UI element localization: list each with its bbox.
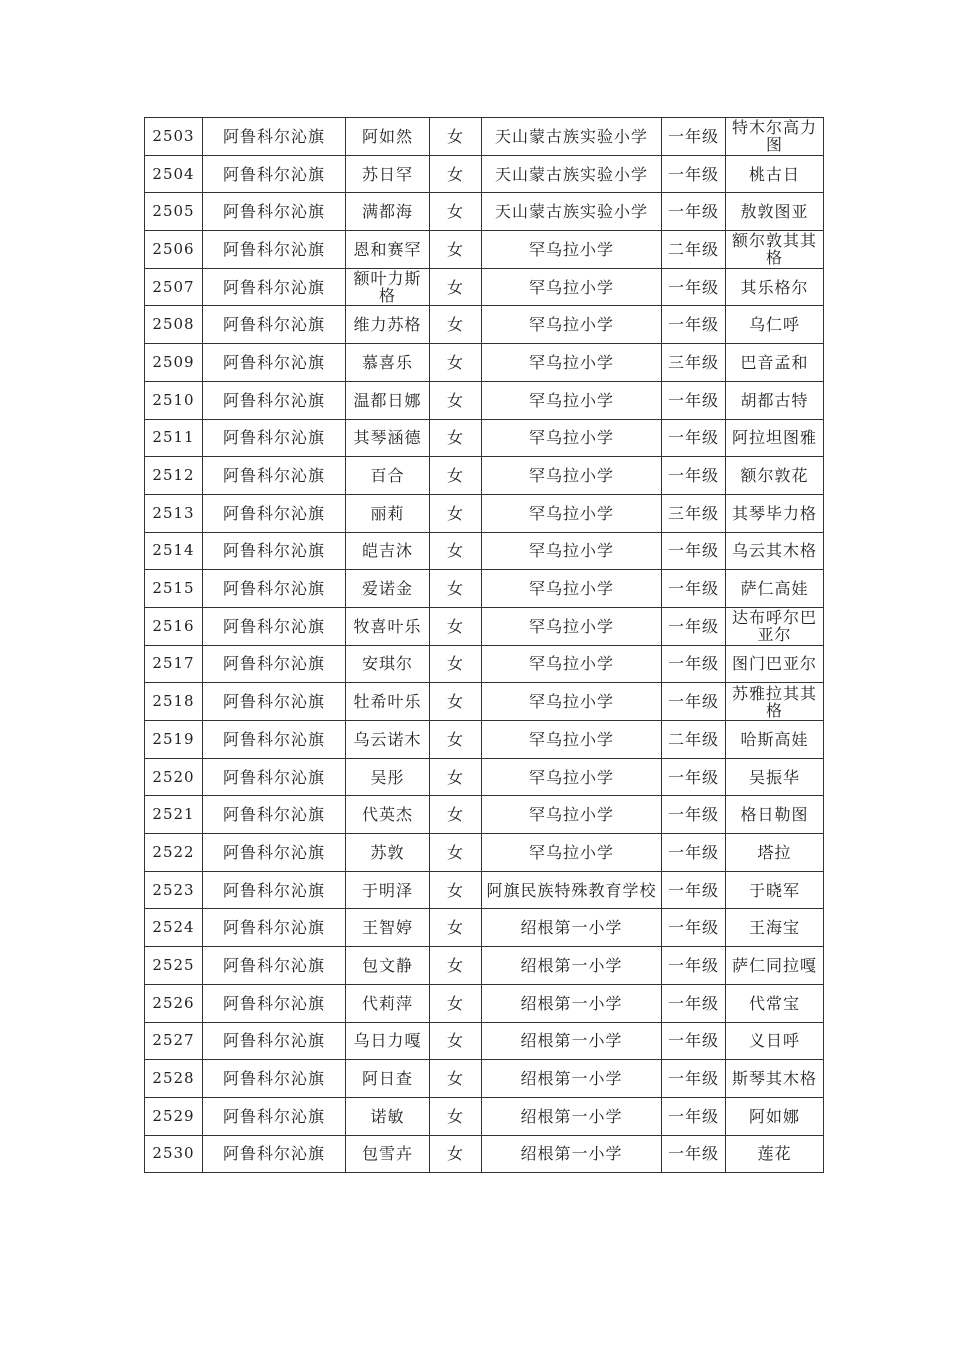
cell-region: 阿鲁科尔沁旗 xyxy=(203,494,346,532)
cell-grade: 一年级 xyxy=(662,909,726,947)
table-row xyxy=(145,268,824,306)
cell-region: 阿鲁科尔沁旗 xyxy=(203,721,346,759)
cell-teacher: 胡都古特 xyxy=(726,381,824,419)
cell-gender: 女 xyxy=(430,1097,482,1135)
cell-number: 2514 xyxy=(145,532,203,570)
table-row xyxy=(145,155,824,193)
cell-region: 阿鲁科尔沁旗 xyxy=(203,381,346,419)
cell-region: 阿鲁科尔沁旗 xyxy=(203,570,346,608)
cell-student-name: 阿日查 xyxy=(346,1060,430,1098)
cell-teacher: 苏雅拉其其格 xyxy=(726,683,824,721)
cell-student-name: 爱诺金 xyxy=(346,570,430,608)
cell-grade: 二年级 xyxy=(662,231,726,269)
cell-grade: 一年级 xyxy=(662,984,726,1022)
cell-gender: 女 xyxy=(430,909,482,947)
cell-school: 绍根第一小学 xyxy=(482,1060,662,1098)
cell-student-name: 包文静 xyxy=(346,947,430,985)
cell-number: 2513 xyxy=(145,494,203,532)
cell-student-name: 代莉萍 xyxy=(346,984,430,1022)
cell-school: 罕乌拉小学 xyxy=(482,645,662,683)
cell-student-name: 诺敏 xyxy=(346,1097,430,1135)
table-row xyxy=(145,758,824,796)
cell-region: 阿鲁科尔沁旗 xyxy=(203,419,346,457)
cell-number: 2504 xyxy=(145,155,203,193)
cell-student-name: 吴彤 xyxy=(346,758,430,796)
cell-number: 2517 xyxy=(145,645,203,683)
cell-school: 天山蒙古族实验小学 xyxy=(482,118,662,156)
cell-number: 2522 xyxy=(145,834,203,872)
cell-number: 2520 xyxy=(145,758,203,796)
cell-region: 阿鲁科尔沁旗 xyxy=(203,758,346,796)
cell-teacher: 萨仁高娃 xyxy=(726,570,824,608)
cell-region: 阿鲁科尔沁旗 xyxy=(203,607,346,645)
cell-student-name: 包雪卉 xyxy=(346,1135,430,1173)
cell-teacher: 莲花 xyxy=(726,1135,824,1173)
cell-school: 罕乌拉小学 xyxy=(482,607,662,645)
table-row xyxy=(145,231,824,269)
table-row xyxy=(145,607,824,645)
cell-school: 罕乌拉小学 xyxy=(482,532,662,570)
cell-teacher: 其琴毕力格 xyxy=(726,494,824,532)
cell-number: 2507 xyxy=(145,268,203,306)
cell-number: 2506 xyxy=(145,231,203,269)
table-row xyxy=(145,457,824,495)
cell-number: 2525 xyxy=(145,947,203,985)
cell-region: 阿鲁科尔沁旗 xyxy=(203,871,346,909)
cell-gender: 女 xyxy=(430,796,482,834)
cell-gender: 女 xyxy=(430,344,482,382)
cell-student-name: 恩和赛罕 xyxy=(346,231,430,269)
cell-grade: 一年级 xyxy=(662,457,726,495)
cell-gender: 女 xyxy=(430,570,482,608)
cell-school: 罕乌拉小学 xyxy=(482,683,662,721)
cell-teacher: 额尔敦其其格 xyxy=(726,231,824,269)
cell-school: 罕乌拉小学 xyxy=(482,834,662,872)
cell-teacher: 图门巴亚尔 xyxy=(726,645,824,683)
cell-grade: 一年级 xyxy=(662,758,726,796)
cell-number: 2505 xyxy=(145,193,203,231)
cell-gender: 女 xyxy=(430,193,482,231)
table-row xyxy=(145,532,824,570)
cell-number: 2509 xyxy=(145,344,203,382)
cell-number: 2519 xyxy=(145,721,203,759)
cell-number: 2512 xyxy=(145,457,203,495)
cell-gender: 女 xyxy=(430,645,482,683)
cell-gender: 女 xyxy=(430,381,482,419)
cell-grade: 一年级 xyxy=(662,381,726,419)
cell-teacher: 萨仁同拉嘎 xyxy=(726,947,824,985)
cell-grade: 一年级 xyxy=(662,1022,726,1060)
cell-number: 2503 xyxy=(145,118,203,156)
cell-number: 2528 xyxy=(145,1060,203,1098)
cell-school: 罕乌拉小学 xyxy=(482,721,662,759)
cell-student-name: 于明泽 xyxy=(346,871,430,909)
cell-region: 阿鲁科尔沁旗 xyxy=(203,834,346,872)
table-row xyxy=(145,947,824,985)
cell-number: 2515 xyxy=(145,570,203,608)
cell-number: 2530 xyxy=(145,1135,203,1173)
cell-grade: 一年级 xyxy=(662,645,726,683)
cell-gender: 女 xyxy=(430,457,482,495)
cell-student-name: 慕喜乐 xyxy=(346,344,430,382)
cell-region: 阿鲁科尔沁旗 xyxy=(203,231,346,269)
cell-gender: 女 xyxy=(430,683,482,721)
cell-school: 绍根第一小学 xyxy=(482,1135,662,1173)
cell-teacher: 吴振华 xyxy=(726,758,824,796)
cell-teacher: 代常宝 xyxy=(726,984,824,1022)
cell-gender: 女 xyxy=(430,947,482,985)
cell-region: 阿鲁科尔沁旗 xyxy=(203,344,346,382)
cell-number: 2508 xyxy=(145,306,203,344)
cell-gender: 女 xyxy=(430,758,482,796)
cell-teacher: 斯琴其木格 xyxy=(726,1060,824,1098)
cell-student-name: 阿如然 xyxy=(346,118,430,156)
cell-gender: 女 xyxy=(430,984,482,1022)
cell-gender: 女 xyxy=(430,532,482,570)
table-row xyxy=(145,344,824,382)
cell-gender: 女 xyxy=(430,721,482,759)
table-row xyxy=(145,721,824,759)
cell-gender: 女 xyxy=(430,419,482,457)
cell-student-name: 满都海 xyxy=(346,193,430,231)
cell-region: 阿鲁科尔沁旗 xyxy=(203,1097,346,1135)
cell-grade: 一年级 xyxy=(662,947,726,985)
cell-teacher: 塔拉 xyxy=(726,834,824,872)
table-row xyxy=(145,1060,824,1098)
cell-student-name: 苏敦 xyxy=(346,834,430,872)
cell-grade: 一年级 xyxy=(662,607,726,645)
table-row xyxy=(145,645,824,683)
cell-number: 2521 xyxy=(145,796,203,834)
cell-teacher: 额尔敦花 xyxy=(726,457,824,495)
cell-grade: 一年级 xyxy=(662,268,726,306)
cell-school: 罕乌拉小学 xyxy=(482,494,662,532)
cell-number: 2516 xyxy=(145,607,203,645)
cell-grade: 一年级 xyxy=(662,1060,726,1098)
cell-gender: 女 xyxy=(430,1022,482,1060)
cell-school: 罕乌拉小学 xyxy=(482,344,662,382)
cell-teacher: 哈斯高娃 xyxy=(726,721,824,759)
cell-region: 阿鲁科尔沁旗 xyxy=(203,155,346,193)
cell-student-name: 乌日力嘎 xyxy=(346,1022,430,1060)
cell-region: 阿鲁科尔沁旗 xyxy=(203,796,346,834)
cell-student-name: 额叶力斯格 xyxy=(346,268,430,306)
table-row xyxy=(145,1022,824,1060)
cell-gender: 女 xyxy=(430,231,482,269)
cell-number: 2527 xyxy=(145,1022,203,1060)
table-row xyxy=(145,381,824,419)
cell-school: 罕乌拉小学 xyxy=(482,758,662,796)
cell-teacher: 巴音孟和 xyxy=(726,344,824,382)
cell-student-name: 安琪尔 xyxy=(346,645,430,683)
cell-grade: 一年级 xyxy=(662,871,726,909)
cell-region: 阿鲁科尔沁旗 xyxy=(203,1060,346,1098)
cell-region: 阿鲁科尔沁旗 xyxy=(203,909,346,947)
cell-grade: 一年级 xyxy=(662,193,726,231)
cell-teacher: 敖敦图亚 xyxy=(726,193,824,231)
cell-gender: 女 xyxy=(430,494,482,532)
cell-gender: 女 xyxy=(430,1060,482,1098)
cell-region: 阿鲁科尔沁旗 xyxy=(203,268,346,306)
cell-school: 绍根第一小学 xyxy=(482,984,662,1022)
cell-grade: 一年级 xyxy=(662,532,726,570)
cell-gender: 女 xyxy=(430,155,482,193)
cell-grade: 一年级 xyxy=(662,834,726,872)
cell-teacher: 乌云其木格 xyxy=(726,532,824,570)
cell-region: 阿鲁科尔沁旗 xyxy=(203,683,346,721)
cell-number: 2523 xyxy=(145,871,203,909)
cell-school: 罕乌拉小学 xyxy=(482,306,662,344)
cell-student-name: 皑吉沐 xyxy=(346,532,430,570)
table-row xyxy=(145,909,824,947)
cell-grade: 一年级 xyxy=(662,1097,726,1135)
cell-student-name: 丽莉 xyxy=(346,494,430,532)
cell-teacher: 达布呼尔巴亚尔 xyxy=(726,607,824,645)
cell-student-name: 乌云诺木 xyxy=(346,721,430,759)
table-row xyxy=(145,871,824,909)
table-row xyxy=(145,419,824,457)
cell-school: 罕乌拉小学 xyxy=(482,268,662,306)
table-row xyxy=(145,796,824,834)
cell-teacher: 阿拉坦图雅 xyxy=(726,419,824,457)
cell-region: 阿鲁科尔沁旗 xyxy=(203,193,346,231)
cell-school: 绍根第一小学 xyxy=(482,947,662,985)
cell-teacher: 于晓军 xyxy=(726,871,824,909)
cell-student-name: 牧喜叶乐 xyxy=(346,607,430,645)
cell-region: 阿鲁科尔沁旗 xyxy=(203,1135,346,1173)
cell-school: 阿旗民族特殊教育学校 xyxy=(482,871,662,909)
cell-teacher: 格日勒图 xyxy=(726,796,824,834)
table-row xyxy=(145,984,824,1022)
cell-grade: 二年级 xyxy=(662,721,726,759)
cell-teacher: 其乐格尔 xyxy=(726,268,824,306)
cell-grade: 一年级 xyxy=(662,683,726,721)
cell-student-name: 其琴涵德 xyxy=(346,419,430,457)
cell-student-name: 苏日罕 xyxy=(346,155,430,193)
cell-school: 绍根第一小学 xyxy=(482,909,662,947)
cell-grade: 一年级 xyxy=(662,118,726,156)
cell-region: 阿鲁科尔沁旗 xyxy=(203,947,346,985)
cell-region: 阿鲁科尔沁旗 xyxy=(203,306,346,344)
roster-table xyxy=(144,117,824,1173)
cell-teacher: 王海宝 xyxy=(726,909,824,947)
cell-grade: 一年级 xyxy=(662,796,726,834)
cell-teacher: 乌仁呼 xyxy=(726,306,824,344)
cell-number: 2529 xyxy=(145,1097,203,1135)
cell-region: 阿鲁科尔沁旗 xyxy=(203,532,346,570)
cell-gender: 女 xyxy=(430,268,482,306)
cell-teacher: 阿如娜 xyxy=(726,1097,824,1135)
cell-grade: 一年级 xyxy=(662,306,726,344)
table-row xyxy=(145,1135,824,1173)
cell-grade: 一年级 xyxy=(662,155,726,193)
cell-gender: 女 xyxy=(430,306,482,344)
cell-number: 2511 xyxy=(145,419,203,457)
cell-gender: 女 xyxy=(430,871,482,909)
cell-number: 2524 xyxy=(145,909,203,947)
cell-school: 罕乌拉小学 xyxy=(482,457,662,495)
cell-region: 阿鲁科尔沁旗 xyxy=(203,645,346,683)
cell-teacher: 特木尔高力图 xyxy=(726,118,824,156)
cell-grade: 一年级 xyxy=(662,1135,726,1173)
table-row xyxy=(145,118,824,156)
roster-table-body xyxy=(145,118,824,1173)
cell-student-name: 百合 xyxy=(346,457,430,495)
cell-school: 罕乌拉小学 xyxy=(482,796,662,834)
cell-school: 绍根第一小学 xyxy=(482,1022,662,1060)
cell-school: 罕乌拉小学 xyxy=(482,231,662,269)
cell-gender: 女 xyxy=(430,607,482,645)
table-row xyxy=(145,494,824,532)
table-row xyxy=(145,834,824,872)
cell-school: 罕乌拉小学 xyxy=(482,381,662,419)
table-row xyxy=(145,306,824,344)
table-row xyxy=(145,683,824,721)
cell-grade: 一年级 xyxy=(662,419,726,457)
cell-number: 2526 xyxy=(145,984,203,1022)
table-row xyxy=(145,570,824,608)
cell-region: 阿鲁科尔沁旗 xyxy=(203,1022,346,1060)
cell-teacher: 义日呼 xyxy=(726,1022,824,1060)
cell-number: 2518 xyxy=(145,683,203,721)
cell-student-name: 代英杰 xyxy=(346,796,430,834)
cell-gender: 女 xyxy=(430,834,482,872)
cell-school: 天山蒙古族实验小学 xyxy=(482,155,662,193)
cell-school: 绍根第一小学 xyxy=(482,1097,662,1135)
table-row xyxy=(145,1097,824,1135)
cell-teacher: 桃古日 xyxy=(726,155,824,193)
cell-number: 2510 xyxy=(145,381,203,419)
cell-region: 阿鲁科尔沁旗 xyxy=(203,457,346,495)
cell-grade: 一年级 xyxy=(662,570,726,608)
cell-grade: 三年级 xyxy=(662,494,726,532)
cell-student-name: 维力苏格 xyxy=(346,306,430,344)
cell-region: 阿鲁科尔沁旗 xyxy=(203,984,346,1022)
cell-grade: 三年级 xyxy=(662,344,726,382)
table-row xyxy=(145,193,824,231)
cell-school: 天山蒙古族实验小学 xyxy=(482,193,662,231)
cell-gender: 女 xyxy=(430,1135,482,1173)
cell-student-name: 温都日娜 xyxy=(346,381,430,419)
cell-school: 罕乌拉小学 xyxy=(482,570,662,608)
cell-school: 罕乌拉小学 xyxy=(482,419,662,457)
cell-student-name: 王智婷 xyxy=(346,909,430,947)
cell-gender: 女 xyxy=(430,118,482,156)
cell-student-name: 牡希叶乐 xyxy=(346,683,430,721)
cell-region: 阿鲁科尔沁旗 xyxy=(203,118,346,156)
